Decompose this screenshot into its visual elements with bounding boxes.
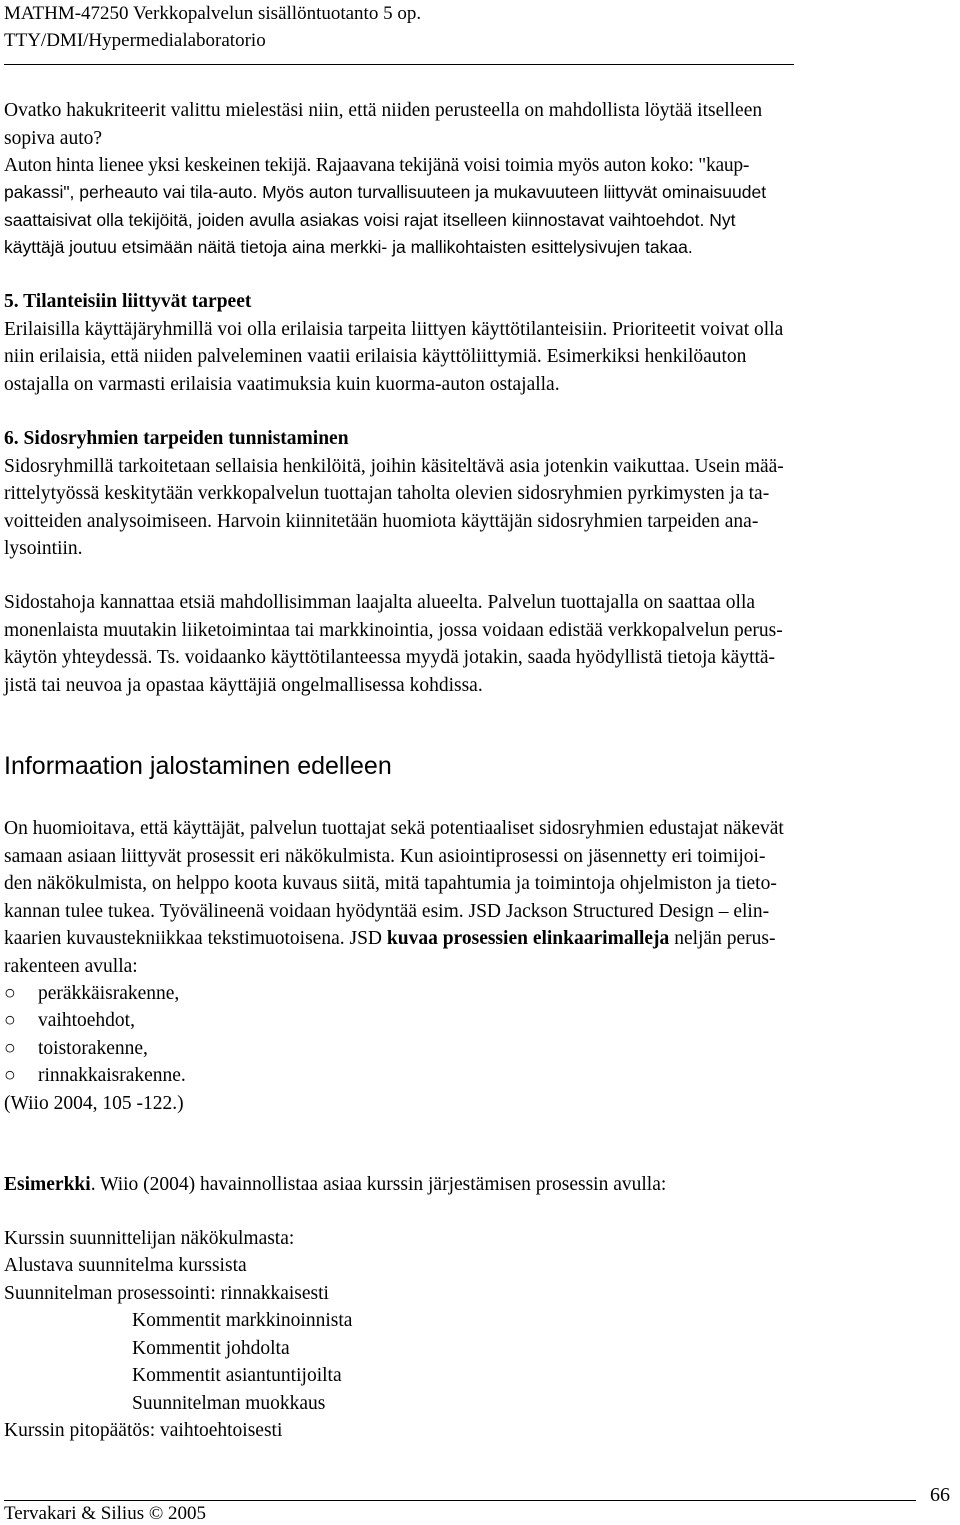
footer-rule — [4, 1500, 916, 1501]
text-line: rakenteen avulla: — [4, 955, 138, 977]
section-heading: 6. Sidosryhmien tarpeiden tunnistaminen — [4, 428, 349, 449]
bold-phrase: kuvaa prosessien elinkaarimalleja — [386, 928, 670, 949]
text-line: Auton hinta lienee yksi keskeinen tekijä. Rajaavana tekijänä voisi toimia myös auton koko: "kaup- — [4, 155, 750, 176]
circle-bullet-icon: ○ — [4, 1010, 16, 1031]
text-line: saattaisivat olla tekijöitä, joiden avulla asiakas voisi rajat itselleen kiinnostavat vaihtoehdot. Nyt — [4, 209, 736, 230]
text-line: ostajalla on varmasti erilaisia vaatimuksia kuin kuorma-auton ostajalla. — [4, 373, 560, 395]
list-item — [4, 980, 179, 1008]
list-item — [4, 1062, 186, 1090]
header-rule — [4, 64, 794, 65]
text-line: den näkökulmista, on helppo koota kuvaus siitä, mitä tapahtumia ja toimintoja ohjelmiston ja tieto- — [4, 873, 777, 894]
header-lab: TTY/DMI/Hypermedialaboratorio — [4, 30, 266, 51]
text-line: Erilaisilla käyttäjäryhmillä voi olla erilaisia tarpeita liittyen käyttötilanteisiin. Prioriteetit voivat olla — [4, 318, 784, 340]
circle-bullet-icon: ○ — [4, 1065, 16, 1086]
text-line: On huomioitava, että käyttäjät, palvelun tuottajat sekä potentiaaliset sidosryhmien edustajat näkevät — [4, 818, 784, 839]
text-line: Ovatko hakukriteerit valittu mielestäsi niin, että niiden perusteella on mahdollista löytää itselleen — [4, 100, 763, 121]
text-line: Sidosryhmillä tarkoitetaan sellaisia henkilöitä, joihin käsiteltävä asia jotenkin vaikuttaa. Usein mää- — [4, 455, 784, 477]
example-subitem: Kommentit markkinoinnista — [132, 1310, 353, 1331]
citation: (Wiio 2004, 105 -122.) — [4, 1093, 184, 1114]
text-line — [4, 925, 956, 953]
list-item — [4, 1007, 135, 1035]
intro-paragraph-3 — [4, 179, 956, 262]
text-line: jistä tai neuvoa ja opastaa käyttäjiä ongelmallisessa kohdissa. — [4, 674, 483, 696]
example-viewpoint: Kurssin suunnittelijan näkökulmasta: — [4, 1228, 295, 1249]
text-run: kaarien kuvaustekniikkaa tekstimuotoisena. JSD — [4, 928, 387, 949]
example-text: . Wiio (2004) havainnollistaa asiaa kurssin järjestämisen prosessin avulla: — [90, 1174, 667, 1195]
example-intro — [4, 1171, 666, 1199]
text-line: niin erilaisia, että niiden palveleminen vaatii erilaisia käyttöliittymiä. Esimerkiksi henkilöauton — [4, 346, 747, 367]
intro-paragraph — [4, 97, 956, 152]
example-subitem: Suunnitelman muokkaus — [132, 1393, 326, 1414]
header-course: MATHM-47250 Verkkopalvelun sisällöntuotanto 5 op. — [4, 3, 422, 24]
section-6-paragraph-2 — [4, 589, 956, 699]
text-line: monenlaista muutakin liiketoimintaa tai markkinointia, jossa voidaan edistää verkkopalvelun perus- — [4, 619, 783, 641]
text-line: käytön yhteydessä. Ts. voidaanko käyttötilanteessa myydä jotakin, saada hyödyllistä tietoja käyttä- — [4, 647, 776, 668]
circle-bullet-icon: ○ — [4, 1038, 16, 1059]
list-item-text: toistorakenne, — [38, 1038, 148, 1059]
example-subitem: Kommentit asiantuntijoilta — [132, 1365, 342, 1386]
example-decision: Kurssin pitopäätös: vaihtoehtoisesti — [4, 1420, 283, 1441]
text-line: lysointiin. — [4, 538, 83, 559]
text-line: kannan tulee tukea. Työvälineenä voidaan hyödyntää esim. JSD Jackson Structured Design – elin- — [4, 900, 770, 922]
info-paragraph — [4, 815, 956, 980]
section-6 — [4, 425, 956, 563]
section-5 — [4, 288, 956, 398]
circle-bullet-icon: ○ — [4, 983, 16, 1004]
text-line: Sidostahoja kannattaa etsiä mahdollisimman laajalta alueelta. Palvelun tuottajalla on saattaa olla — [4, 592, 756, 613]
example-plan: Alustava suunnitelma kurssista — [4, 1255, 247, 1276]
text-line: käyttäjä joutuu etsimään näitä tietoja aina merkki- ja mallikohtaisten esittelysivujen takaa. — [4, 237, 693, 257]
text-line: samaan asiaan liittyvät prosessit eri näkökulmista. Kun asiointiprosessi on jäsennetty eri toimijoi- — [4, 845, 766, 867]
page-number: 66 — [930, 1484, 950, 1506]
footer-credit: Tervakari & Silius © 2005 — [4, 1503, 207, 1524]
section-heading: 5. Tilanteisiin liittyvät tarpeet — [4, 291, 252, 312]
example-subitem: Kommentit johdolta — [132, 1338, 290, 1359]
page-header — [4, 0, 421, 54]
text-run: neljän perus- — [669, 928, 776, 949]
example-processing: Suunnitelman prosessointi: rinnakkaisesti — [4, 1283, 329, 1304]
list-item-text: vaihtoehdot, — [38, 1010, 135, 1031]
text-line: pakassi", perheauto vai tila-auto. Myös auton turvallisuuteen ja mukavuuteen liittyvät ominaisuudet — [4, 182, 767, 202]
intro-paragraph-2 — [4, 152, 956, 180]
list-item-text: rinnakkaisrakenne. — [38, 1065, 186, 1086]
text-line: sopiva auto? — [4, 127, 103, 149]
text-line: rittelytyössä keskitytään verkkopalvelun tuottajan taholta olevien sidosryhmien pyrkimysten ja ta- — [4, 483, 770, 504]
list-item — [4, 1035, 148, 1063]
text-line: voitteiden analysoimiseen. Harvoin kiinnitetään huomiota käyttäjän sidosryhmien tarpeiden ana- — [4, 510, 759, 532]
example-label: Esimerkki — [4, 1174, 91, 1195]
list-item-text: peräkkäisrakenne, — [38, 983, 180, 1004]
section-title: Informaation jalostaminen edelleen — [4, 752, 392, 780]
